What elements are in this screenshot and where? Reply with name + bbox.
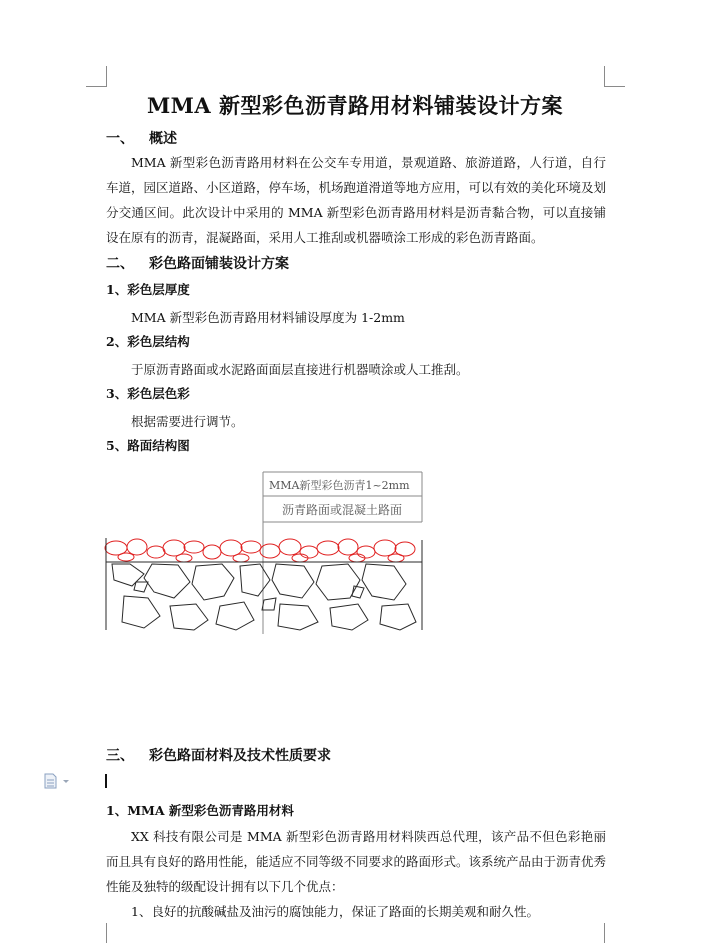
page-corner-bottom-right	[604, 923, 625, 943]
diagram-label-box	[263, 472, 422, 634]
page-corner-top-left	[86, 66, 107, 87]
document-icon[interactable]	[43, 773, 73, 789]
diagram-colored-layer	[105, 539, 415, 562]
pavement-structure-diagram	[104, 470, 426, 634]
section-title: 概述	[149, 131, 177, 147]
section-heading-1	[106, 128, 177, 148]
overview-paragraph: MMA 新型彩色沥青路用材料在公交车专用道，景观道路、旅游道路，人行道，自行车道，园区道路、小区道路，停车场，机场跑道滑道等地方应用，可以有效的美化环境及划分交通区间。此次设计中采用的 MMA 新型彩色沥青路用材料是沥青黏合物，可以直接铺设在原有的沥青，混凝路面，采用人工推刮或机器喷涂工形成的彩色沥青路面。	[106, 155, 607, 245]
item-text-structure: 于原沥青路面或水泥路面面层直接进行机器喷涂或人工推刮。	[131, 362, 469, 377]
document-title: MMA 新型彩色沥青路用材料铺装设计方案	[146, 93, 564, 118]
advantage-item-1: 1、良好的抗酸碱盐及油污的腐蚀能力，保证了路面的长期美观和耐久性。	[131, 904, 539, 919]
text-cursor	[105, 774, 107, 788]
diagram-label-bottom: 沥青路面或混凝土路面	[282, 503, 403, 517]
page-corner-bottom-left	[86, 923, 107, 943]
item-text-color: 根据需要进行调节。	[131, 414, 244, 429]
item-label-thickness: 1、彩色层厚度	[106, 282, 190, 297]
section-number: 三、	[106, 748, 134, 764]
section-heading-2	[106, 253, 289, 273]
dropdown-caret-icon[interactable]	[63, 780, 69, 783]
item-label-color: 3、彩色层色彩	[106, 386, 190, 401]
material-paragraph: XX 科技有限公司是 MMA 新型彩色沥青路用材料陕西总代理，该产品不但色彩艳丽而且具有良好的路用性能，能适应不同等级不同要求的路面形式。该系统产品由于沥青优秀性能及独特的级配设计拥有以下几个优点：	[106, 829, 607, 894]
section-title: 彩色路面铺装设计方案	[149, 256, 289, 272]
item-label-diagram: 5、路面结构图	[106, 438, 190, 453]
section-number: 一、	[106, 131, 134, 147]
page-corner-top-right	[604, 66, 625, 87]
section-number: 二、	[106, 256, 134, 272]
item-text-thickness: MMA 新型彩色沥青路用材料铺设厚度为 1-2mm	[131, 310, 405, 325]
diagram-label-top: MMA新型彩色沥青1~2mm	[269, 479, 410, 492]
item-label-structure: 2、彩色层结构	[106, 334, 190, 349]
material-sub-label: 1、MMA 新型彩色沥青路用材料	[106, 803, 294, 818]
section-title: 彩色路面材料及技术性质要求	[149, 748, 331, 764]
section-heading-3	[106, 745, 331, 765]
